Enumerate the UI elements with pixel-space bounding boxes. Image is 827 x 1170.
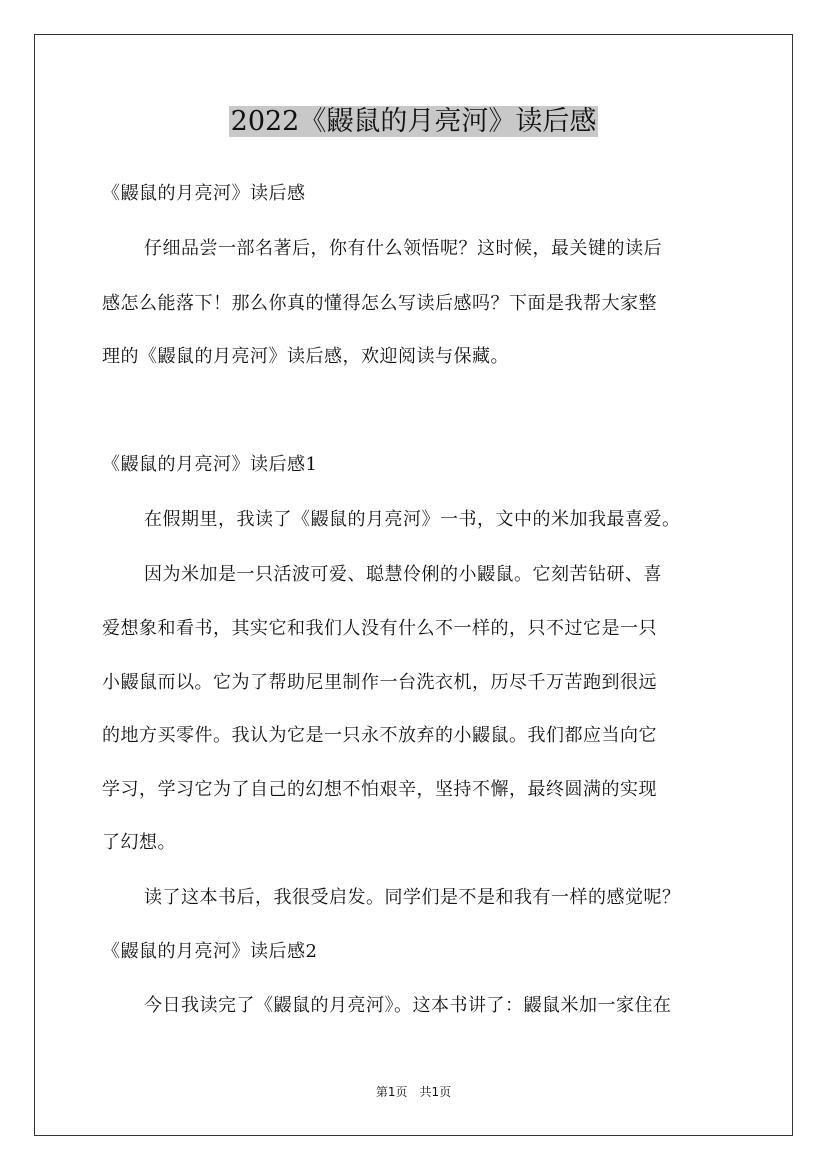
section1-heading: 《鼹鼠的月亮河》读后感1: [102, 454, 318, 475]
section2-paragraph-1: 今日我读完了《鼹鼠的月亮河》。这本书讲了：鼹鼠米加一家住在: [144, 995, 672, 1016]
section1-p2-line-3: 小鼹鼠而以。它为了帮助尼里制作一台洗衣机，历尽千万苦跑到很远: [102, 672, 657, 693]
intro-line-1: 仔细品尝一部名著后，你有什么领悟呢？这时候，最关键的读后: [144, 238, 662, 259]
document-subtitle: 《鼹鼠的月亮河》读后感: [102, 183, 306, 204]
section1-paragraph-1: 在假期里，我读了《鼹鼠的月亮河》一书，文中的米加我最喜爱。: [144, 509, 681, 530]
section1-p2-line-2: 爱想象和看书，其实它和我们人没有什么不一样的，只不过它是一只: [102, 618, 657, 639]
section2-heading: 《鼹鼠的月亮河》读后感2: [102, 941, 318, 962]
document-title: [0, 102, 827, 142]
section1-p2-line-1: 因为米加是一只活波可爱、聪慧伶俐的小鼹鼠。它刻苦钻研、喜: [144, 564, 662, 585]
section1-paragraph-3: 读了这本书后，我很受启发。同学们是不是和我有一样的感觉呢？: [144, 887, 681, 908]
intro-line-2: 感怎么能落下！那么你真的懂得怎么写读后感吗？下面是我帮大家整: [102, 293, 657, 314]
section1-p2-line-5: 学习，学习它为了自己的幻想不怕艰辛，坚持不懈，最终圆满的实现: [102, 779, 657, 800]
document-title-text: 2022《鼹鼠的月亮河》读后感: [230, 106, 597, 137]
section1-p2-line-4: 的地方买零件。我认为它是一只永不放弃的小鼹鼠。我们都应当向它: [102, 725, 657, 746]
intro-line-3: 理的《鼹鼠的月亮河》读后感，欢迎阅读与保藏。: [102, 346, 509, 367]
page-footer: 第1页 共1页: [375, 1085, 452, 1099]
section1-p2-line-6: 了幻想。: [102, 832, 176, 853]
